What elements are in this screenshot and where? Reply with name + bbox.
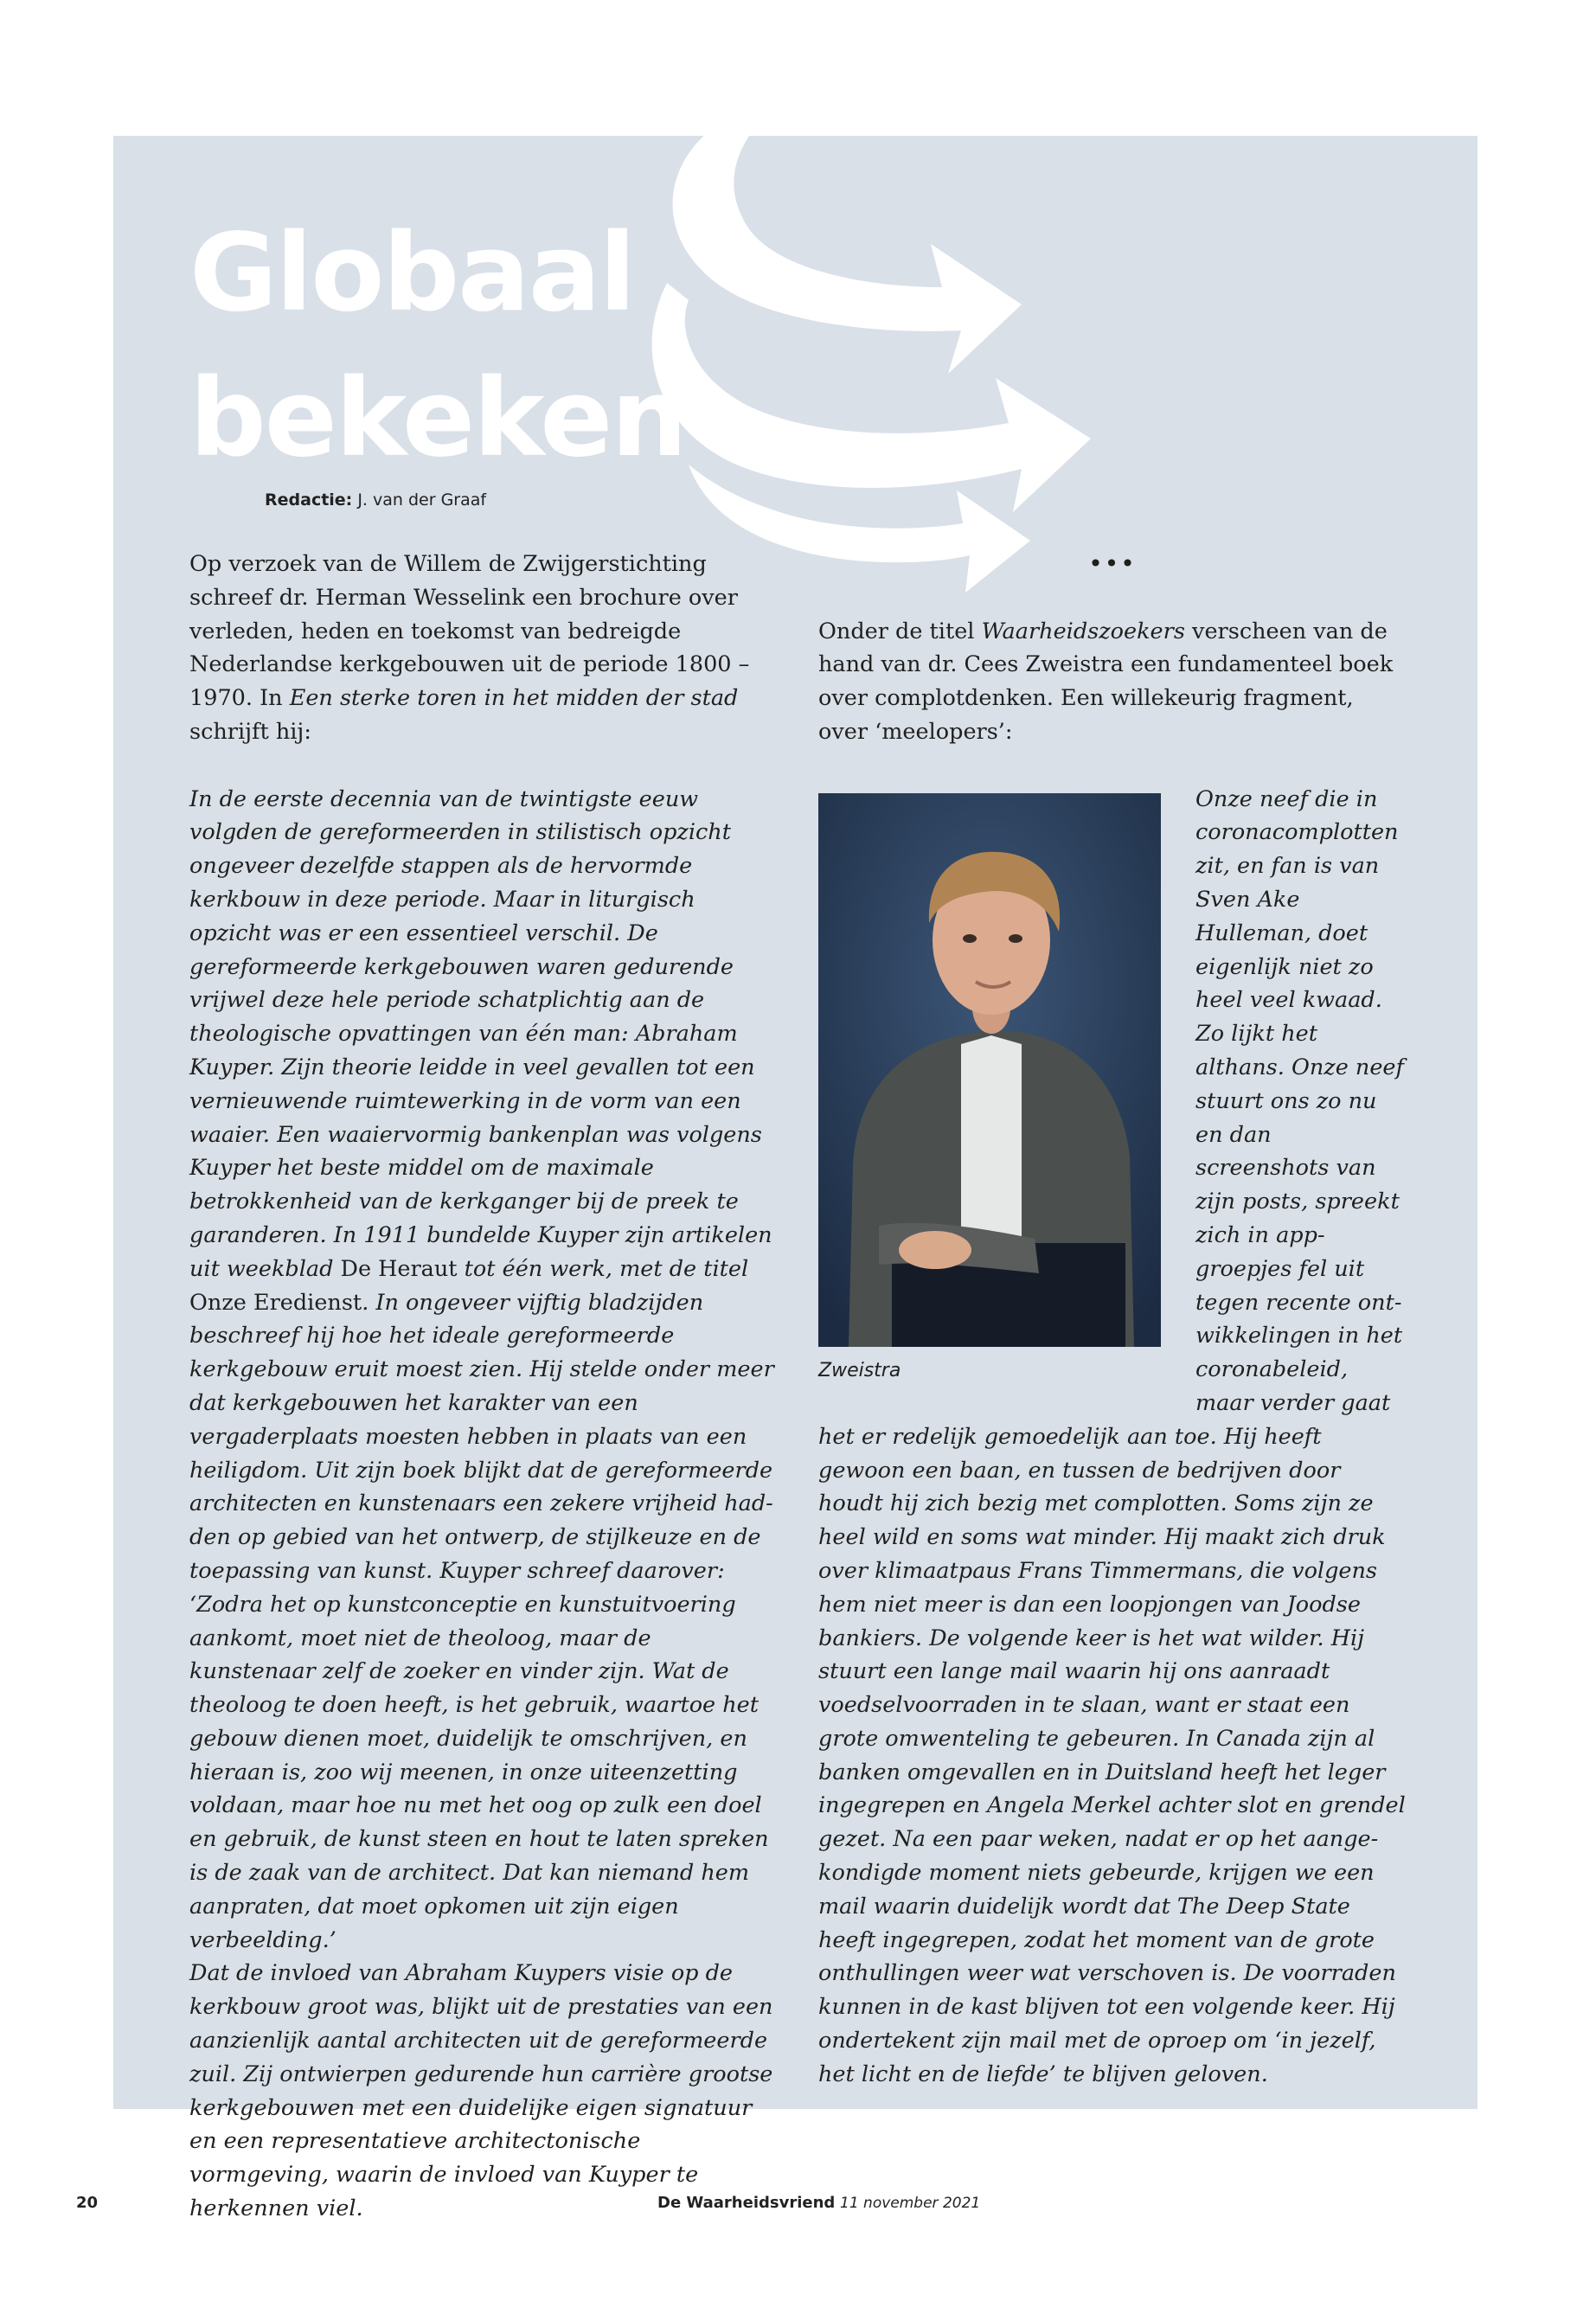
photo-caption: Zweistra [818,1359,901,1381]
editor-name: J. van der Graaf [357,490,487,510]
quote-paragraph-2: Dat de invloed van Abraham Kuypers visie op de kerkbouw groot was, blijkt uit de prestaties van een aanzienlijk aantal architecten uit de gereformeerde zuil. Zij ontwierpen gedurende hun carrière grootse kerkgebouwen met een duidelijke eigen signatuur en een representatieve architectonische vormgeving, waarin de invloed van Kuyper te herkennen viel. [189,1960,773,2222]
intro-text: Op verzoek van de Willem de Zwijgerstichting schreef dr. Herman Wesselink een brochure over verleden, heden en toekomst van bedreigde Nederlandse kerkgebouwen uit de periode 1800 – 1970. In [189,551,750,712]
paragraph-gap [818,749,1407,783]
section-separator: ••• [1088,549,1137,578]
page-title [189,201,686,491]
intro-text-right-end: verscheen van de hand van dr. Cees Zweistra een fundamenteel boek over complotdenken. Een willekeurig fragment, over ‘meelopers’: [818,618,1394,745]
quote-text-3: . In ongeveer vijftig bladzijden beschreef hij hoe het ideale gereformeerde kerkgebouw eruit moest zien. Hij stelde onder meer dat kerkgebouwen het karakter van een vergaderplaats moesten hebben in plaats van een heiligdom. Uit zijn boek blijkt dat de gereformeerde architecten en kunstenaars een zekere vrijheid hadden op gebied van het ontwerp, de stijlkeuze en de toepassing van kunst. Kuyper schreef daarover: ‘Zodra het op kunstconceptie en kunstuitvoering aankomt, moet niet de theoloog, maar de kunstenaar zelf de zoeker en vinder zijn. Wat de theoloog te doen heeft, is het gebruik, waartoe het gebouw dienen moet, duidelijk te omschrijven, en hieraan is, zoo wij meenen, in onze uiteenzetting voldaan, maar hoe nu met het oog op zulk een doel en gebruik, de kunst steen en hout te laten spreken is de zaak van de architect. Dat kan niemand hem aanpraten, dat moet opkomen uit zijn eigen verbeelding.’ [189,1289,774,1953]
editor-label: Redactie: [265,490,353,510]
intro-text-right: Onder de titel [818,618,982,644]
book-title-right: Waarheidszoekers [981,618,1185,644]
quote-text-2: tot één werk, met de titel [457,1255,749,1282]
right-column [818,548,1407,2092]
quote-text-right: Onze neef die in coronacomplotten zit, en fan is van Sven Ake Hulleman, doet eigenlijk niet zo heel veel kwaad. Zo lijkt het althans. Onze neef stuurt ons zo nu en dan screenshots van zijn posts, spreekt zich in appgroepjes fel uit tegen recente ontwikkelingen in het coronabeleid, maar verder gaat het er redelijk gemoedelijk aan toe. Hij heeft gewoon een baan, en tussen de bedrijven door houdt hij zich bezig met complotten. Soms zijn ze heel wild en soms wat minder. Hij maakt zich druk over klimaatpaus Frans Timmermans, die volgens hem niet meer is dan een loopjongen van Joodse bankiers. De volgende keer is het wat wilder. Hij stuurt een lange mail waarin hij ons aanraadt voedselvoorraden in te slaan, want er staat een grote omwenteling te gebeuren. In Canada zijn al banken omgevallen en in Duitsland heeft het leger ingegrepen en Angela Merkel achter slot en grendel gezet. Na een paar weken, nadat er op het aangekondigde moment niets gebeurde, krijgen we een mail waarin duidelijk wordt dat The Deep State heeft ingegrepen, zodat het moment van de grote onthullingen weer wat verschoven is. De voorraden kunnen in de kast blijven tot een volgende keer. Hij ondertekent zijn mail met de oproep om ‘in jezelf, het licht en de liefde’ te blijven geloven. [818,785,1406,2087]
intro-paragraph-right [818,615,1407,749]
quote-text: In de eerste decennia van de twintigste eeuw volgden de gereformeerden in stilistisch opzicht ongeveer dezelfde stappen als de hervormde kerkbouw in deze periode. Maar in liturgisch opzicht was er een essentieel verschil. De gereformeerde kerkgebouwen waren gedurende vrijwel deze hele periode schatplichtig aan de theologische opvattingen van één man: Abraham Kuyper. Zijn theorie leidde in veel gevallen tot een vernieuwende ruimtewerking in de vorm van een waaier. Een waaiervormig bankenplan was volgens Kuyper het beste middel om de maximale betrokkenheid van de kerkganger bij de preek te garanderen. In 1911 bundelde Kuyper zijn artikelen uit weekblad [189,785,772,1282]
title-line-2: bekeken [189,356,686,481]
author-photo-figure [818,793,1161,1388]
weekly-title: De Heraut [340,1255,458,1282]
intro-paragraph [189,548,778,749]
quote-paragraph [189,783,778,1958]
page-number: 20 [76,2194,99,2212]
paragraph-gap [818,581,1407,615]
author-photo [818,793,1161,1347]
title-line-1: Globaal [189,211,635,336]
intro-text-end: schrijft hij: [189,718,311,745]
publication-name: De Waarheidsvriend [657,2194,836,2212]
editor-credit [265,490,486,510]
paragraph-gap [189,749,778,783]
left-column [189,548,778,2226]
publication-footer [657,2194,980,2212]
work-title: Onze Eredienst [189,1289,362,1316]
quote-paragraph-right [818,783,1407,2092]
book-title: Een sterke toren in het midden der stad [289,685,739,712]
publication-date: 11 november 2021 [840,2195,981,2212]
